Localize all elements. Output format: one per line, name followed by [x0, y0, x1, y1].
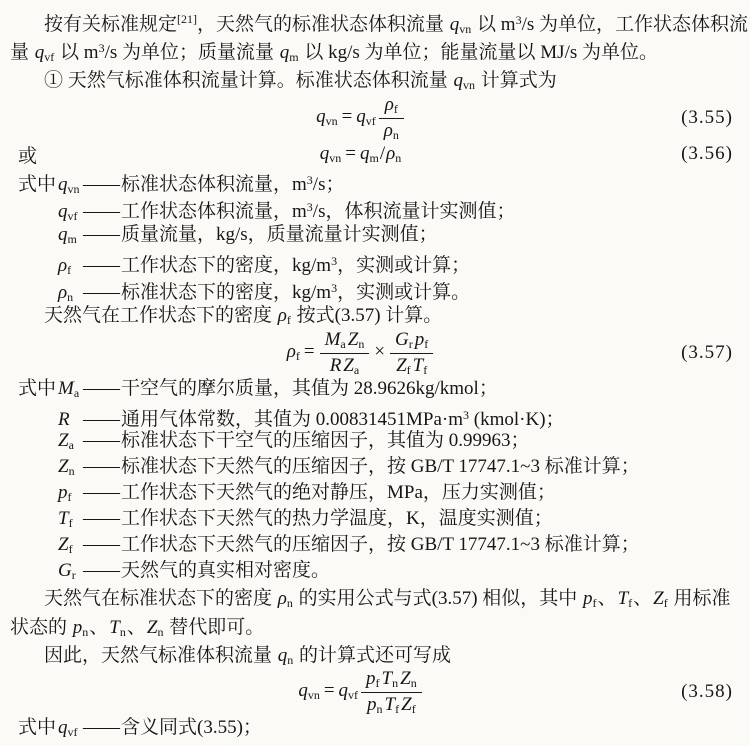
where-label: 式中: [18, 174, 57, 195]
definition-row-qvn: [10, 167, 733, 194]
definition-dash: ——: [83, 508, 119, 529]
var-rho-f: [286, 341, 301, 362]
var-qvn: [319, 143, 343, 164]
body-text: 以: [472, 14, 501, 35]
var-subscript: f: [68, 516, 73, 530]
definition-text: 标准状态下天然气的压缩因子，按 GB/T 17747.1~3 标准计算；: [121, 456, 640, 477]
unit-m3-per-s: [84, 42, 117, 63]
body-text: 替代即可。: [164, 617, 265, 638]
unit-text: /s: [521, 14, 535, 35]
var-base: G: [58, 560, 72, 581]
var-subscript: m: [67, 232, 77, 246]
body-text: 以: [55, 42, 84, 63]
equals-sign: =: [303, 341, 315, 363]
var-pf: [414, 329, 430, 350]
var-base: ρ: [286, 341, 296, 363]
definition-row-qm: [10, 221, 733, 248]
var-pf: [365, 668, 381, 689]
body-text: 因此，天然气标准体积流量: [44, 645, 277, 666]
var-subscript: f: [628, 596, 633, 610]
unit-text: /s: [312, 174, 326, 195]
definition-part: ，实测或计算；: [337, 255, 471, 276]
var-subscript: vf: [348, 688, 359, 703]
var-rho-n: [383, 120, 400, 141]
unit-text: m: [83, 42, 99, 63]
var-base: M: [58, 378, 74, 399]
equation-number: (3.57): [681, 342, 733, 363]
var-subscript: n: [68, 464, 75, 478]
body-text: 天然气在工作状态下的密度: [44, 305, 277, 326]
var-subscript: vf: [67, 725, 78, 739]
var-subscript: f: [592, 596, 597, 610]
definition-dash: ——: [83, 255, 119, 276]
var-subscript: a: [340, 336, 346, 351]
var-subscript: n: [410, 675, 417, 690]
definition-part: 工作状态下的密度，kg/m: [121, 255, 332, 276]
var-base: ρ: [383, 119, 393, 141]
where-label: 式中: [18, 717, 57, 738]
var-qvn: [453, 70, 477, 91]
definition-dash: ——: [83, 534, 119, 555]
var-rho-f: [384, 94, 399, 115]
paragraph-density-standard-line-1: [10, 584, 733, 613]
definition-dash: ——: [83, 430, 119, 451]
equation-3-58: [10, 667, 733, 716]
var-base: ρ: [277, 588, 287, 609]
equation-number: (3.56): [681, 143, 733, 164]
var-pn: [72, 617, 90, 638]
definition-row-Ma: [10, 376, 733, 402]
fraction: [390, 330, 433, 376]
unit-superscript: 3: [98, 41, 105, 55]
where-label: 式中: [18, 378, 57, 399]
definition-row-Gr: [10, 558, 733, 584]
definition-text: 含义同式(3.55)；: [121, 717, 262, 738]
var-subscript: vn: [463, 78, 476, 92]
var-base: R: [58, 409, 70, 430]
var-base: Z: [343, 354, 354, 376]
var-subscript: n: [157, 625, 164, 639]
var-base: M: [324, 328, 341, 350]
equals-sign: =: [323, 680, 335, 702]
var-qm: [359, 143, 380, 164]
var-Tn: [381, 668, 400, 689]
var-base: p: [72, 617, 83, 638]
var-Zn: [146, 617, 165, 638]
var-rho-n: [385, 143, 402, 164]
var-Zf: [395, 355, 412, 376]
definition-dash: ——: [83, 174, 119, 195]
var-subscript: a: [73, 386, 80, 400]
var-base: T: [617, 588, 629, 609]
var-subscript: m: [289, 50, 299, 64]
var-base: ρ: [384, 93, 394, 115]
var-qn: [277, 645, 295, 666]
body-text: 计算式为: [476, 70, 557, 91]
var-subscript: a: [68, 438, 74, 452]
var-subscript: vn: [329, 150, 342, 165]
var-subscript: n: [392, 127, 399, 142]
var-base: q: [338, 680, 349, 702]
var-base: q: [58, 174, 68, 195]
var-base: Z: [58, 456, 69, 477]
body-text: 量: [10, 42, 34, 63]
var-qvf: [338, 680, 360, 701]
var-base: q: [58, 717, 68, 738]
definition-dash: ——: [83, 717, 119, 738]
var-base: T: [384, 693, 396, 715]
var-base: ρ: [386, 142, 396, 164]
unit-superscript: 3: [306, 173, 313, 187]
var-base: G: [395, 328, 409, 350]
var-base: q: [279, 42, 290, 63]
or-label: 或: [18, 145, 38, 167]
var-subscript: n: [287, 653, 294, 667]
equation-3-57: [10, 330, 733, 376]
var-subscript: vn: [307, 688, 320, 703]
body-text: 按有关标准规定: [44, 14, 178, 35]
var-base: T: [381, 667, 393, 689]
var-Gr: [394, 329, 414, 350]
body-text: 天然气在标准状态下的密度: [44, 588, 277, 609]
var-Zf: [400, 694, 417, 715]
body-text: ① 天然气标准体积流量计算。标准状态体积流量: [44, 70, 453, 91]
var-base: T: [109, 617, 120, 638]
definition-row-Zf: [10, 532, 733, 558]
var-base: ρ: [58, 255, 68, 276]
var-base: Z: [347, 328, 359, 350]
body-text: 按式(3.57) 计算。: [291, 305, 443, 326]
var-subscript: f: [68, 542, 73, 556]
var-R: [329, 355, 343, 376]
definition-text: 干空气的摩尔质量，其值为 28.9626kg/kmol；: [121, 378, 498, 399]
var-base: q: [316, 106, 326, 128]
unit-superscript: 3: [515, 13, 522, 27]
paragraph-units-line-1: [10, 5, 749, 36]
body-text: 的实用公式与式(3.57) 相似，其中: [293, 588, 583, 609]
var-base: Z: [58, 430, 69, 451]
var-subscript: vn: [67, 182, 80, 196]
var-base: q: [298, 680, 308, 702]
var-subscript: f: [424, 336, 429, 351]
var-subscript: f: [393, 101, 398, 116]
unit-text: /s: [312, 201, 326, 222]
var-Ma: [324, 329, 347, 350]
unit-superscript: 3: [463, 408, 470, 422]
fraction-denominator: [320, 353, 370, 377]
var-subscript: r: [408, 336, 413, 351]
body-text: ，天然气的标准状态体积流量: [197, 14, 449, 35]
definition-row-Tf: [10, 506, 733, 532]
unit-text: m: [500, 14, 516, 35]
var-subscript: n: [395, 150, 402, 165]
unit-text: /s: [104, 42, 118, 63]
definition-text: 天然气的真实相对密度。: [121, 560, 331, 581]
var-base: p: [366, 667, 376, 689]
definition-part: 标准状态体积流量，: [121, 174, 293, 195]
var-Zf: [652, 588, 669, 609]
body-text: 、: [126, 617, 146, 638]
var-subscript: vf: [365, 114, 376, 129]
definition-row-rho-f: [10, 248, 733, 275]
body-text: 、: [89, 617, 109, 638]
var-rho-n: [277, 588, 294, 609]
var-base: q: [58, 201, 68, 222]
var-base: Z: [400, 667, 411, 689]
fraction-numerator: [379, 95, 404, 118]
equation-number: (3.58): [681, 681, 733, 702]
definition-row-pf: [10, 480, 733, 506]
definition-row-R: [10, 402, 733, 428]
var-qvf: [57, 714, 83, 746]
var-base: q: [58, 224, 68, 245]
unit-text: m: [292, 174, 307, 195]
definition-text: 标准状态下干空气的压缩因子，其值为 0.99963；: [121, 430, 530, 451]
var-base: T: [58, 508, 69, 529]
var-subscript: n: [392, 675, 399, 690]
fraction-denominator: [379, 118, 404, 142]
var-base: Z: [146, 617, 158, 638]
var-subscript: vf: [44, 50, 55, 64]
body-text: 状态的: [10, 617, 72, 638]
definition-part: ，实测或计算。: [337, 282, 471, 303]
body-text: 、: [633, 588, 653, 609]
var-pf: [582, 588, 598, 609]
paragraph-therefore: [10, 642, 733, 670]
definition-dash: ——: [83, 378, 119, 399]
var-base: q: [356, 106, 366, 128]
var-base: q: [319, 142, 330, 164]
var-subscript: n: [358, 336, 365, 351]
body-text: 的计算式还可写成: [294, 645, 452, 666]
var-base: R: [329, 354, 342, 376]
unit-superscript: 3: [331, 254, 338, 268]
definition-dash: ——: [83, 409, 119, 430]
paragraph-density-working: [10, 302, 733, 330]
var-base: Z: [401, 693, 412, 715]
var-qvn: [449, 14, 473, 35]
definition-text: 工作状态下天然气的压缩因子，按 GB/T 17747.1~3 标准计算；: [121, 534, 640, 555]
var-subscript: f: [286, 313, 291, 327]
body-text: 用标准: [668, 588, 731, 609]
definition-part: ；: [325, 174, 345, 195]
unit-text: m: [292, 201, 307, 222]
var-Tn: [108, 617, 127, 638]
paragraph-units-line-2: [10, 34, 733, 63]
var-Tf: [412, 355, 429, 376]
var-subscript: f: [67, 263, 72, 277]
var-base: q: [453, 70, 464, 91]
var-Ma: [57, 376, 83, 406]
equation-body: [50, 330, 671, 376]
definition-part: ，体积流量计实测值；: [325, 201, 516, 222]
times-sign: ×: [374, 341, 386, 363]
var-subscript: n: [376, 701, 383, 716]
equals-sign: =: [341, 106, 353, 128]
equals-sign: =: [345, 142, 356, 164]
var-base: q: [359, 142, 370, 164]
var-Za: [342, 355, 360, 376]
definition-row-Zn: [10, 454, 733, 480]
var-subscript: f: [423, 362, 428, 377]
unit-m3-per-s: [292, 174, 325, 195]
var-qvn: [297, 680, 321, 701]
var-base: q: [449, 14, 460, 35]
var-Tf: [384, 694, 401, 715]
var-subscript: r: [71, 568, 76, 582]
var-subscript: f: [663, 596, 668, 610]
var-subscript: f: [411, 701, 416, 716]
var-qvf: [34, 42, 56, 63]
var-qvf: [355, 106, 377, 127]
fraction-denominator: [361, 692, 422, 716]
body-text: 为单位；质量流量: [117, 42, 279, 63]
var-base: Z: [653, 588, 664, 609]
var-Tf: [617, 588, 634, 609]
var-subscript: n: [82, 625, 89, 639]
definition-dash: ——: [83, 560, 119, 581]
definition-row-qvf-final: [10, 714, 733, 742]
var-base: p: [367, 693, 377, 715]
var-subscript: f: [395, 701, 400, 716]
var-subscript: f: [406, 362, 411, 377]
fraction: [320, 330, 370, 376]
fraction-numerator: [390, 330, 433, 353]
equation-number: (3.55): [681, 107, 733, 128]
unit-m3-per-s: [501, 14, 534, 35]
var-subscript: f: [295, 349, 300, 364]
var-qm: [279, 42, 300, 63]
equation-body: [50, 95, 671, 141]
var-subscript: m: [369, 150, 379, 165]
var-qvn: [315, 106, 339, 127]
var-subscript: n: [286, 596, 293, 610]
var-base: ρ: [277, 305, 287, 326]
equation-3-55: [10, 95, 733, 141]
definition-row-Za: [10, 428, 733, 454]
fraction: [361, 669, 422, 715]
definition-part: 工作状态体积流量，: [121, 201, 293, 222]
fraction-numerator: [361, 669, 422, 692]
definition-text: 工作状态下天然气的热力学温度，K，温度实测值；: [121, 508, 553, 529]
equation-3-56: [10, 141, 733, 167]
var-subscript: f: [375, 675, 380, 690]
fraction: [379, 95, 404, 141]
definition-part: 通用气体常数，其值为 0.00831451MPa·m: [121, 409, 464, 430]
definition-dash: ——: [83, 282, 119, 303]
var-base: ρ: [58, 282, 68, 303]
var-pn: [366, 694, 384, 715]
var-subscript: vn: [459, 22, 472, 36]
paragraph-density-standard-line-2: [10, 613, 733, 642]
var-Zn: [347, 329, 366, 350]
var-base: T: [412, 354, 424, 376]
citation-reference: [21]: [177, 12, 198, 26]
definition-dash: ——: [83, 201, 119, 222]
unit-m3-per-s: [292, 201, 325, 222]
var-subscript: vf: [67, 209, 78, 223]
definition-dash: ——: [83, 224, 119, 245]
var-qm: [57, 221, 83, 253]
paragraph-item-1: [10, 66, 733, 95]
equation-body: [50, 669, 671, 715]
body-text: 、: [597, 588, 617, 609]
definition-dash: ——: [83, 456, 119, 477]
divide-slash: /: [379, 142, 386, 164]
definition-text: 工作状态下天然气的绝对静压，MPa，压力实测值；: [121, 482, 556, 503]
definition-part: (kmol·K)；: [469, 409, 565, 430]
var-base: Z: [58, 534, 69, 555]
var-base: p: [583, 588, 593, 609]
var-subscript: vn: [325, 114, 338, 129]
var-base: p: [414, 328, 425, 350]
body-text: 为单位，工作状态体积流: [534, 14, 749, 35]
definition-row-qvf: [10, 194, 733, 221]
var-base: q: [34, 42, 45, 63]
definition-dash: ——: [83, 482, 119, 503]
definition-text: 质量流量，kg/s，质量流量计实测值；: [121, 224, 438, 245]
fraction-numerator: [320, 330, 370, 353]
var-subscript: n: [67, 290, 74, 304]
unit-superscript: 3: [306, 200, 313, 214]
fraction-denominator: [390, 353, 433, 377]
equation-body: [50, 143, 671, 166]
var-subscript: a: [353, 362, 360, 377]
var-Zn: [399, 668, 418, 689]
var-rho-f: [277, 305, 292, 326]
var-base: p: [58, 482, 68, 503]
var-base: Z: [396, 354, 407, 376]
var-subscript: n: [119, 625, 126, 639]
var-subscript: f: [67, 490, 72, 504]
body-text: 以 kg/s 为单位；能量流量以 MJ/s 为单位。: [299, 42, 658, 63]
var-base: q: [277, 645, 288, 666]
unit-superscript: 3: [331, 281, 338, 295]
definition-part: 标准状态下的密度，kg/m: [121, 282, 332, 303]
definition-row-rho-n: [10, 275, 733, 302]
